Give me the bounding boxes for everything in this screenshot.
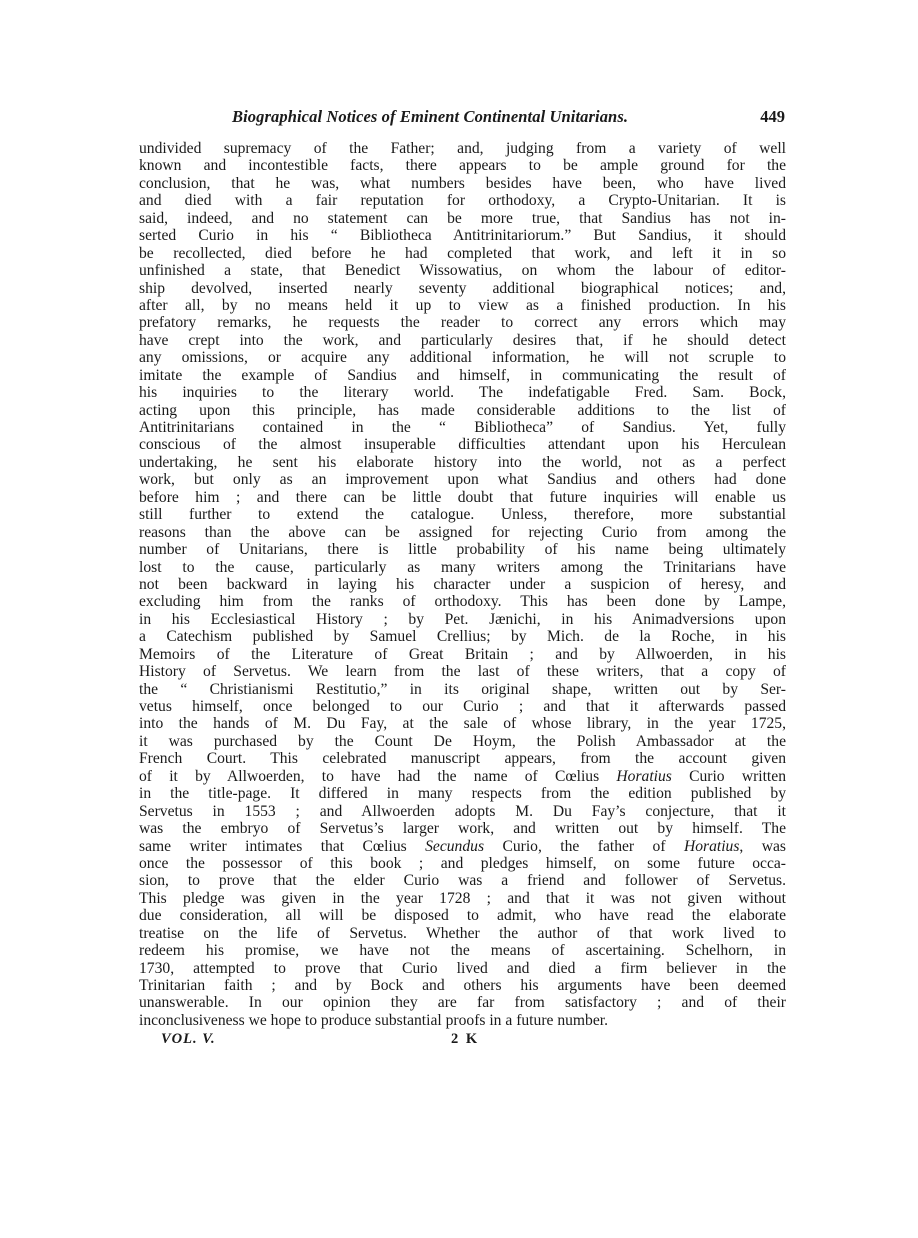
text-line (139, 628, 786, 645)
text-line (139, 384, 786, 401)
text-line (139, 890, 786, 907)
text-line (139, 907, 786, 924)
text-line-content: excluding him from the ranks of orthodoxy. This has been done by Lampe, (139, 593, 786, 611)
text-line (139, 280, 786, 297)
text-line (139, 803, 786, 820)
text-line-content: the “ Christianismi Restitutio,” in its original shape, written out by Ser- (139, 680, 786, 698)
text-line (139, 785, 786, 802)
text-line (139, 436, 786, 453)
text-line-content: Memoirs of the Literature of Great Britain ; and by Allwoerden, in his (139, 645, 786, 663)
text-line-content: reasons than the above can be assigned for rejecting Curio from among the (139, 523, 786, 541)
text-line-content: Antitrinitarians contained in the “ Bibliotheca” of Sandius. Yet, fully (139, 419, 786, 436)
text-line (139, 227, 786, 244)
signature-mark: 2 K (451, 1031, 480, 1048)
text-line (139, 402, 786, 419)
text-line-content: was the embryo of Servetus’s larger work, and written out by himself. The (139, 820, 786, 838)
text-line-content: still further to extend the catalogue. Unless, therefore, more substantial (139, 506, 786, 524)
text-line (139, 698, 786, 715)
text-line-content: have crept into the work, and particularly desires that, if he should detect (139, 331, 786, 349)
text-line-content: prefatory remarks, he requests the reader to correct any errors which may (139, 314, 786, 332)
text-line (139, 855, 786, 872)
text-line-content: sion, to prove that the elder Curio was a friend and follower of Servetus. (139, 872, 786, 890)
text-line (139, 820, 786, 837)
text-line-content: acting upon this principle, has made considerable additions to the list of (139, 401, 786, 419)
book-page (139, 104, 786, 1053)
text-line (139, 157, 786, 174)
italic-emphasis: Horatius (683, 837, 740, 855)
text-line (139, 733, 786, 750)
text-line (139, 611, 786, 628)
text-line-content: redeem his promise, we have not the means of ascertaining. Schelhorn, in (139, 942, 786, 960)
body-text (139, 140, 786, 1029)
text-line-content: same writer intimates that Cœlius Secundus Curio, the father of Horatius, was (139, 837, 786, 855)
text-line-content: French Court. This celebrated manuscript appears, from the account given (139, 750, 786, 768)
text-line-content: in the title-page. It differed in many respects from the edition published by (139, 785, 786, 803)
volume-label: VOL. V. (161, 1031, 216, 1048)
text-line (139, 576, 786, 593)
text-line-content: treatise on the life of Servetus. Whether the author of that work lived to (139, 924, 786, 942)
text-line-content: undertaking, he sent his elaborate history into the world, not as a perfect (139, 453, 786, 471)
text-line-content: not been backward in laying his character under a suspicion of heresy, and (139, 575, 786, 593)
text-line (139, 1012, 786, 1029)
text-line (139, 314, 786, 331)
italic-emphasis: Secundus (425, 837, 485, 855)
text-line (139, 960, 786, 977)
text-line-content: serted Curio in his “ Bibliotheca Antitrinitariorum.” But Sandius, it should (139, 227, 786, 245)
text-line (139, 349, 786, 366)
text-line (139, 454, 786, 471)
text-line (139, 419, 786, 436)
text-line (139, 768, 786, 785)
text-line (139, 541, 786, 558)
text-line-content: it was purchased by the Count De Hoym, the Polish Ambassador at the (139, 732, 786, 750)
text-line-content: work, but only as an improvement upon what Sandius and others had done (139, 471, 786, 489)
text-line (139, 872, 786, 889)
text-line (139, 646, 786, 663)
text-line-content: undivided supremacy of the Father; and, judging from a variety of well (139, 140, 786, 157)
text-line-content: conclusion, that he was, what numbers besides have been, who have lived (139, 174, 786, 192)
text-line (139, 367, 786, 384)
text-line (139, 994, 786, 1011)
text-line-content: his inquiries to the literary world. The indefatigable Fred. Sam. Bock, (139, 384, 786, 402)
text-line-content: after all, by no means held it up to view as a finished production. In his (139, 296, 786, 314)
text-line-content: into the hands of M. Du Fay, at the sale of whose library, in the year 1725, (139, 715, 786, 733)
text-line (139, 977, 786, 994)
text-line (139, 506, 786, 523)
text-line-content: ship devolved, inserted nearly seventy additional biographical notices; and, (139, 279, 786, 297)
text-line (139, 838, 786, 855)
text-line (139, 559, 786, 576)
text-line (139, 175, 786, 192)
text-line-content: be recollected, died before he had completed that work, and left it in so (139, 244, 786, 262)
text-line-content: number of Unitarians, there is little probability of his name being ultimately (139, 541, 786, 559)
text-line-content: a Catechism published by Samuel Crellius; by Mich. de la Roche, in his (139, 628, 786, 646)
text-line-content: History of Servetus. We learn from the last of these writers, that a copy of (139, 663, 786, 681)
running-title: Biographical Notices of Eminent Continental Unitarians. (232, 107, 629, 126)
page-footer (139, 1031, 786, 1053)
text-line (139, 715, 786, 732)
text-line-content: unanswerable. In our opinion they are far from satisfactory ; and of their (139, 994, 786, 1012)
text-line-content: conscious of the almost insuperable difficulties attendant upon his Herculean (139, 436, 786, 454)
text-line (139, 489, 786, 506)
text-line-content: in his Ecclesiastical History ; by Pet. Jænichi, in his Animadversions upon (139, 610, 786, 628)
text-line-content: known and incontestible facts, there appears to be ample ground for the (139, 157, 786, 175)
text-line-content: said, indeed, and no statement can be more true, that Sandius has not in- (139, 209, 786, 227)
text-line (139, 681, 786, 698)
text-line (139, 942, 786, 959)
text-line (139, 524, 786, 541)
text-line-content: This pledge was given in the year 1728 ; and that it was not given without (139, 889, 786, 907)
text-line (139, 471, 786, 488)
text-line-content: Trinitarian faith ; and by Bock and others his arguments have been deemed (139, 977, 786, 994)
text-line (139, 925, 786, 942)
text-line-content: imitate the example of Sandius and himself, in communicating the result of (139, 366, 786, 384)
text-line-content: Servetus in 1553 ; and Allwoerden adopts M. Du Fay’s conjecture, that it (139, 802, 786, 820)
text-line (139, 750, 786, 767)
text-line (139, 245, 786, 262)
text-line-content: lost to the cause, particularly as many writers among the Trinitarians have (139, 558, 786, 576)
text-line-content: once the possessor of this book ; and pledges himself, on some future occa- (139, 854, 786, 872)
running-head (139, 104, 786, 130)
text-line (139, 332, 786, 349)
text-line-content: unfinished a state, that Benedict Wissowatius, on whom the labour of editor- (139, 262, 786, 280)
text-line-content: before him ; and there can be little doubt that future inquiries will enable us (139, 488, 786, 506)
text-line (139, 262, 786, 279)
text-line (139, 210, 786, 227)
text-line (139, 663, 786, 680)
text-line-content: any omissions, or acquire any additional information, he will not scruple to (139, 349, 786, 367)
text-line (139, 140, 786, 157)
text-line-content: inconclusiveness we hope to produce substantial proofs in a future number. (139, 1011, 608, 1029)
text-line-content: 1730, attempted to prove that Curio lived and died a firm believer in the (139, 959, 786, 977)
text-line (139, 593, 786, 610)
text-line-content: vetus himself, once belonged to our Curio ; and that it afterwards passed (139, 698, 786, 715)
italic-emphasis: Horatius (616, 767, 672, 785)
text-line (139, 192, 786, 209)
page-number: 449 (760, 107, 785, 126)
text-line-content: due consideration, all will be disposed to admit, who have read the elaborate (139, 907, 786, 925)
text-line-content: of it by Allwoerden, to have had the name of Cœlius Horatius Curio written (139, 767, 786, 785)
text-line (139, 297, 786, 314)
text-line-content: and died with a fair reputation for orthodoxy, a Crypto-Unitarian. It is (139, 192, 786, 210)
